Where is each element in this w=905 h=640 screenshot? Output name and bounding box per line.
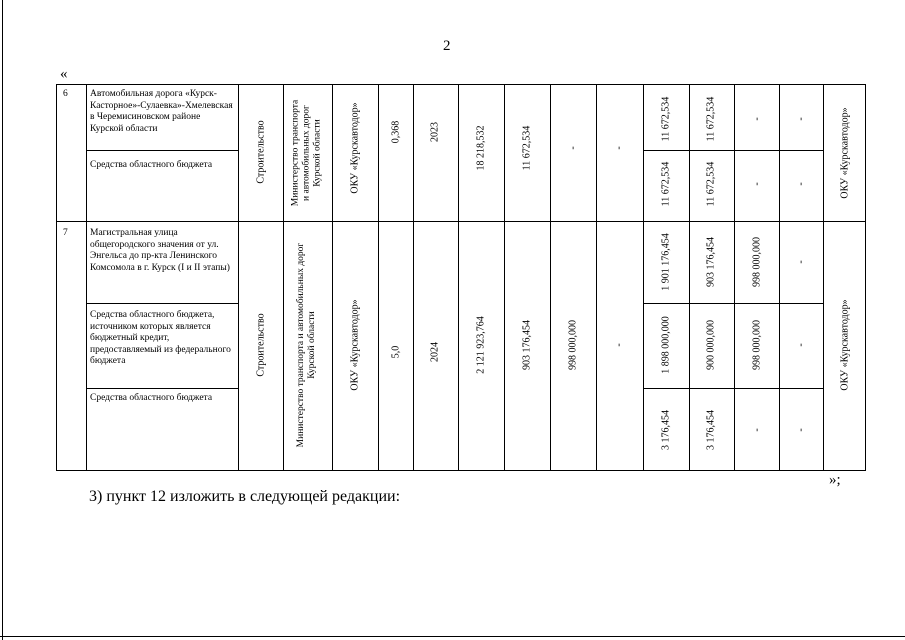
row7-title: Магистральная улица общегородского значения от ул. Энгельса до пр-кта Ленинского Комсомола в г. Курск (I и II этапы) <box>90 228 230 273</box>
row6-number: 6 <box>63 89 68 99</box>
paragraph-text: 3) пункт 12 изложить в следующей редакции: <box>89 488 401 505</box>
projects-table: 6 Автомобильная дорога «Курск-Касторное»-Сулаевка»-Хмелевская в Черемисиновском районе Курской области Средства областного бюджета Строительство Министерство транспорта и автомобильных дорог Курской области ОКУ «Курскавтодор» 0,368 2023 18 218,532 11 672,534 - - 11 672,534 11 672,534 - - 11 672,534 11 672,534 - - ОКУ «Курскавтодор» 7 Магистральная улица общегородского значения от ул. Энгельса до пр-кта Ленинского Комсомола в г. Курск (I и II этапы) Средства областного бюджета, источником которых является бюджетный кредит, предоставляемый из федерального бюджета Средства областного бюджета Строительство Министерство транспорта и автомобильных дорог Курской области ОКУ «Курскавтодор» 5,0 2024 2 121 923,764 903 176,454 998 000,000 - 1 901 176,454 903 176,454 998 000,000 - 1 898 000,000 900 000,000 998 000,000 - 3 176,454 3 176,454 - - ОКУ «Курскавтодор» <box>0 0 905 640</box>
col-line-14 <box>779 84 780 471</box>
col-line-8 <box>504 84 505 471</box>
page-number: 2 <box>443 38 451 54</box>
col-line-4 <box>332 84 333 471</box>
col-line-15 <box>823 84 824 471</box>
row6-title-divider <box>86 150 238 151</box>
col-line-3 <box>283 84 284 471</box>
col-line-5 <box>378 84 379 471</box>
col-line-16 <box>865 84 866 471</box>
table-bottom-border <box>56 470 865 471</box>
row7-number: 7 <box>63 228 68 238</box>
closing-quote: »; <box>829 472 841 488</box>
row-divider-6-7 <box>56 221 865 222</box>
row6-title: Автомобильная дорога «Курск-Касторное»-Сулаевка»-Хмелевская в Черемисиновском районе Курской области <box>90 89 233 134</box>
row7-source-2: Средства областного бюджета <box>90 393 213 403</box>
row7-source-1: Средства областного бюджета, источником которых является бюджетный кредит, предоставляемый из федерального бюджета <box>90 310 231 366</box>
col-line-11 <box>643 84 644 471</box>
col-line-10 <box>596 84 597 471</box>
row7-source-divider <box>86 388 238 389</box>
col-line-6 <box>413 84 414 471</box>
col-line-1 <box>86 84 87 471</box>
col-line-13 <box>734 84 735 471</box>
opening-quote: « <box>60 66 68 82</box>
col-line-12 <box>689 84 690 471</box>
col-line-0 <box>56 84 57 471</box>
col-line-2 <box>238 84 239 471</box>
col-line-7 <box>458 84 459 471</box>
row7-title-divider <box>86 303 238 304</box>
row6-source: Средства областного бюджета <box>90 160 213 170</box>
table-top-border <box>56 84 865 85</box>
col-line-9 <box>550 84 551 471</box>
